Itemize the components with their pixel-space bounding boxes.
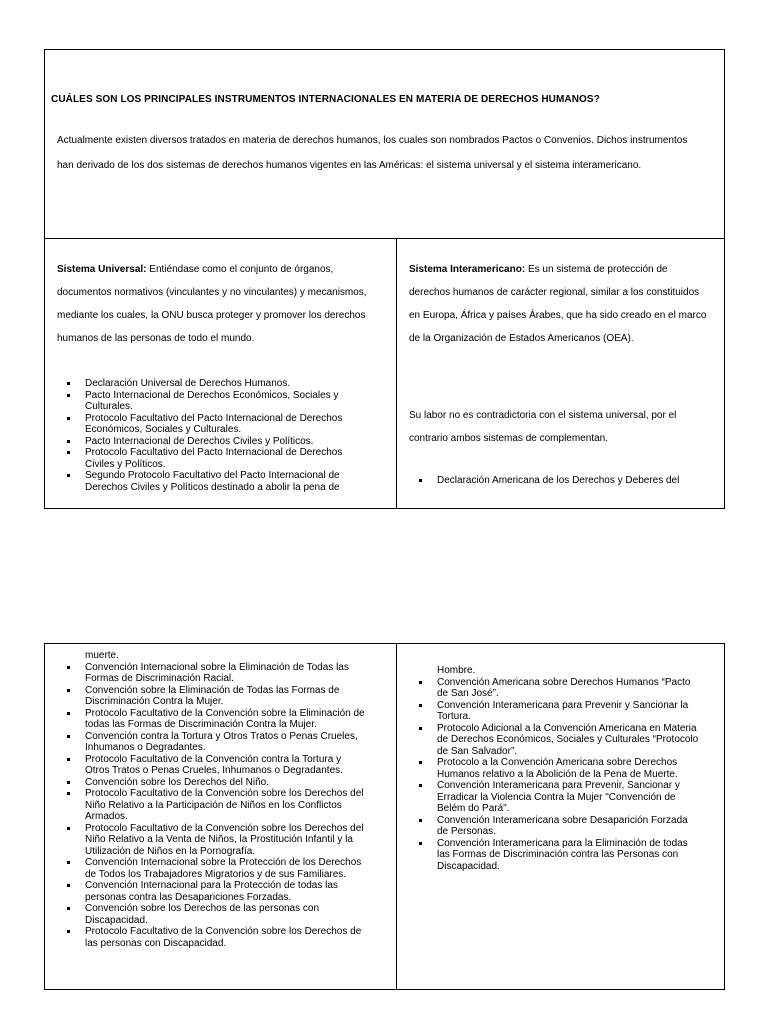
- list-item: Protocolo Facultativo del Pacto Internacional de Derechos Civiles y Políticos.: [57, 447, 367, 470]
- universal-heading: Sistema Universal:: [57, 264, 147, 275]
- instruments-table-top: [44, 49, 725, 509]
- universal-system-cell: [45, 238, 397, 508]
- list-item: Protocolo Facultativo de la Convención sobre los Derechos de las personas con Discapacidad.: [57, 926, 367, 949]
- list-item: Declaración Universal de Derechos Humanos.: [57, 378, 367, 390]
- interamerican-instruments-list-1: [409, 475, 709, 487]
- list-item: Convención sobre los Derechos de las personas con Discapacidad.: [57, 903, 367, 926]
- document-title: CUÁLES SON LOS PRINCIPALES INSTRUMENTOS INTERNACIONALES EN MATERIA DE DERECHOS HUMANOS?: [51, 94, 600, 105]
- list-item: Convención sobre los Derechos del Niño.: [57, 777, 367, 789]
- list-item: Protocolo Facultativo de la Convención sobre los Derechos del Niño Relativo a la Venta de Niños, la Prostitución Infantil y la Utilización de Niños en la Pornografía.: [57, 823, 367, 858]
- list-item: Convención sobre la Eliminación de Todas las Formas de Discriminación Contra la Mujer.: [57, 685, 367, 708]
- list-item: Pacto Internacional de Derechos Económicos, Sociales y Culturales.: [57, 390, 367, 413]
- list-item: Protocolo a la Convención Americana sobre Derechos Humanos relativo a la Abolición de la Pena de Muerte.: [409, 757, 701, 780]
- list-item: Pacto Internacional de Derechos Civiles y Políticos.: [57, 436, 367, 448]
- universal-instruments-list-1: [57, 378, 367, 493]
- universal-description-text: Entiéndase como el conjunto de órganos, documentos normativos (vinculantes y no vinculantes) y mecanismos, mediante los cuales, la ONU busca proteger y promover los derechos humanos de las personas de todo el mundo.: [57, 264, 367, 344]
- interamerican-labor: Su labor no es contradictoria con el sistema universal, por el contrario ambos sistemas de complementan.: [409, 410, 677, 444]
- header-cell: [45, 50, 724, 239]
- list-item: Convención contra la Tortura y Otros Tratos o Penas Crueles, Inhumanos o Degradantes.: [57, 731, 367, 754]
- list-item-continuation: muerte.: [85, 650, 119, 661]
- list-item: Convención Internacional para la Protección de todas las personas contra las Desapariciones Forzadas.: [57, 880, 367, 903]
- list-item-continuation: Hombre.: [437, 665, 476, 676]
- interamerican-description: [409, 258, 709, 350]
- interamerican-heading: Sistema Interamericano:: [409, 264, 526, 275]
- list-item: Convención Americana sobre Derechos Humanos “Pacto de San José”.: [409, 677, 701, 700]
- list-item: Convención Internacional sobre la Protección de los Derechos de Todos los Trabajadores Migratorios y de sus Familiares.: [57, 857, 367, 880]
- list-item: Protocolo Facultativo de la Convención sobre los Derechos del Niño Relativo a la Participación de Niños en los Conflictos Armados.: [57, 788, 367, 823]
- universal-instruments-list-2: [57, 650, 367, 949]
- list-item: Convención Interamericana sobre Desaparición Forzada de Personas.: [409, 815, 701, 838]
- interamerican-instruments-list-2: [409, 665, 701, 872]
- interamerican-system-cell: [396, 238, 724, 508]
- list-item: Protocolo Facultativo del Pacto Internacional de Derechos Económicos, Sociales y Culturales.: [57, 413, 367, 436]
- universal-system-cell-cont: [45, 644, 397, 989]
- list-item: Declaración Americana de los Derechos y Deberes del: [409, 475, 709, 487]
- intro-paragraph: Actualmente existen diversos tratados en materia de derechos humanos, los cuales son nombrados Pactos o Convenios. Dichos instrumentos han derivado de los dos sistemas de derechos humanos vigentes en las Américas: el sistema universal y el sistema interamericano.: [57, 135, 688, 171]
- list-item: Protocolo Facultativo de la Convención contra la Tortura y Otros Tratos o Penas Crueles, Inhumanos o Degradantes.: [57, 754, 367, 777]
- instruments-table-bottom: [44, 643, 725, 990]
- list-item: Convención Interamericana para la Eliminación de todas las Formas de Discriminación contra las Personas con Discapacidad.: [409, 838, 701, 873]
- interamerican-system-cell-cont: [396, 644, 724, 989]
- list-item: Protocolo Adicional a la Convención Americana en Materia de Derechos Económicos, Sociales y Culturales “Protocolo de San Salvador”.: [409, 723, 701, 758]
- list-item: Convención Internacional sobre la Eliminación de Todas las Formas de Discriminación Racial.: [57, 662, 367, 685]
- interamerican-description-text: Es un sistema de protección de derechos humanos de carácter regional, similar a los constituidos en Europa, África y países Árabes, que ha sido creado en el marco de la Organización de Estados Americanos (OEA).: [409, 264, 707, 344]
- list-item: Convención Interamericana para Prevenir, Sancionar y Erradicar la Violencia Contra la Mujer "Convención de Belém do Pará".: [409, 780, 701, 815]
- list-item: Protocolo Facultativo de la Convención sobre la Eliminación de todas las Formas de Discriminación Contra la Mujer.: [57, 708, 367, 731]
- list-item: Convención Interamericana para Prevenir y Sancionar la Tortura.: [409, 700, 701, 723]
- list-item: Segundo Protocolo Facultativo del Pacto Internacional de Derechos Civiles y Políticos destinado a abolir la pena de: [57, 470, 367, 493]
- universal-description: [57, 258, 367, 350]
